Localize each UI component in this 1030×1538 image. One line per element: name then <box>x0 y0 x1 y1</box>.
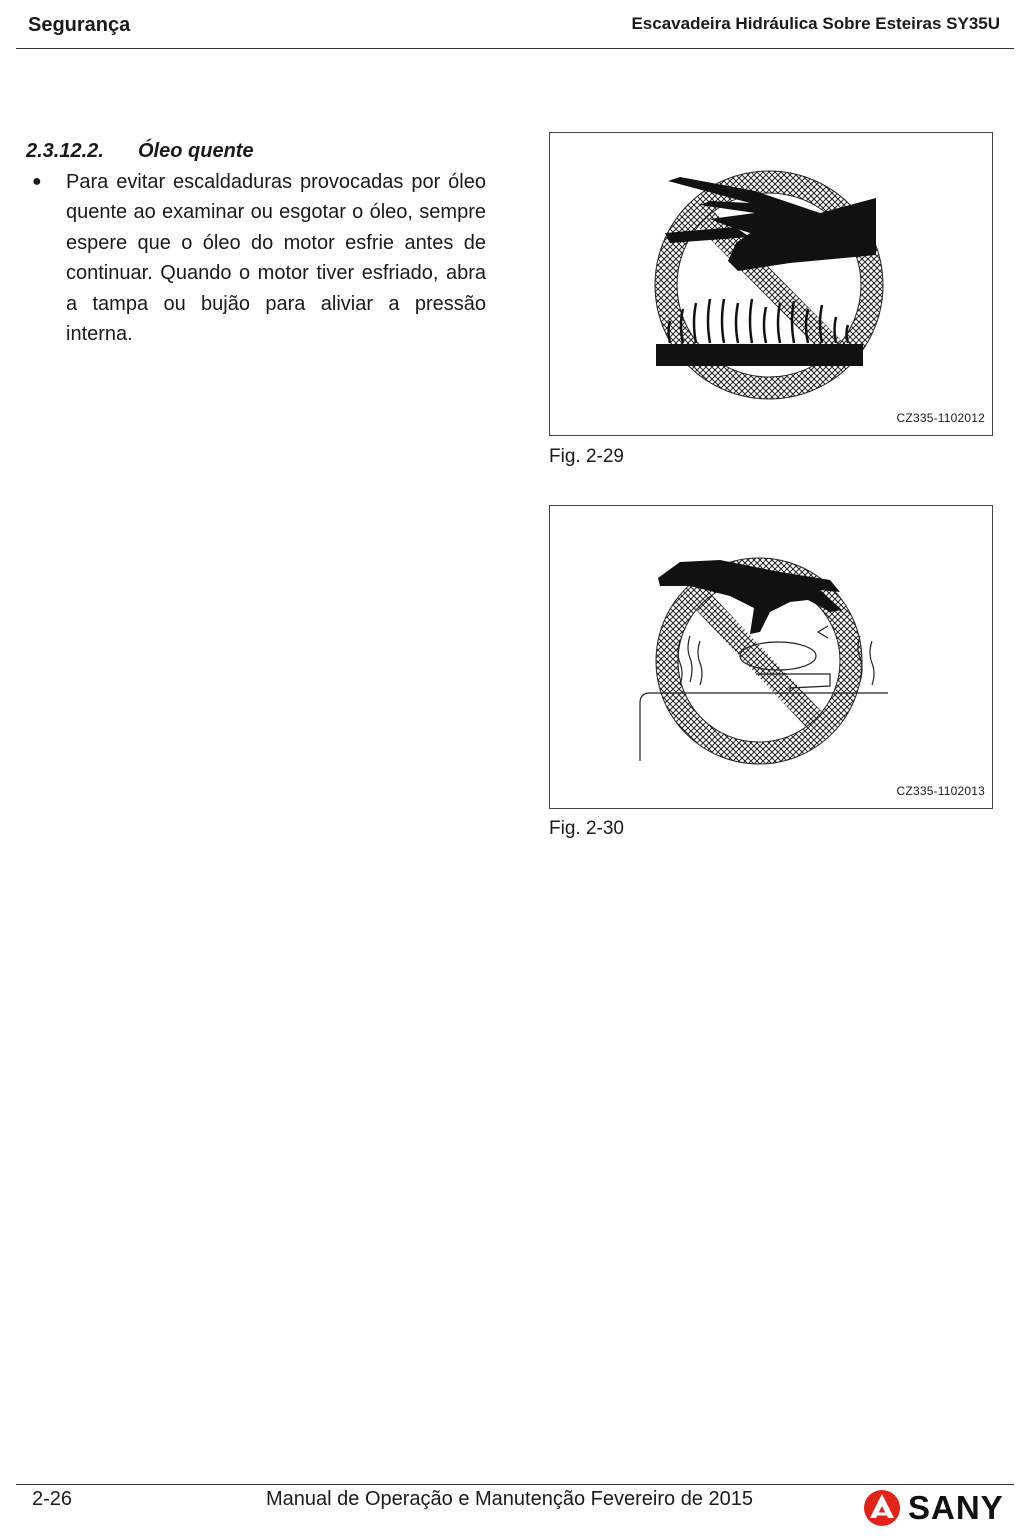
footer-divider <box>16 1484 1014 1485</box>
figure-code: CZ335-1102012 <box>896 411 985 425</box>
figure-caption: Fig. 2-29 <box>549 446 624 467</box>
section-heading <box>26 140 254 163</box>
no-touch-hot-surface-icon <box>550 133 994 437</box>
figure-2-30 <box>549 505 993 809</box>
footer-page-number: 2-26 <box>32 1488 73 1510</box>
bullet-paragraph <box>32 167 486 349</box>
bullet-text: Para evitar escaldaduras provocadas por óleo quente ao examinar ou esgotar o óleo, sempre espere que o óleo do motor esfrie antes de continuar. Quando o motor tiver esfriado, abra a tampa ou bujão para aliviar a pressão interna. <box>66 171 486 346</box>
figure-code: CZ335-1102013 <box>896 784 985 798</box>
header-section: Segurança <box>28 14 131 36</box>
section-number: 2.3.12.2. <box>26 140 104 162</box>
header-manual-title: Escavadeira Hidráulica Sobre Esteiras SY35U <box>631 14 1000 33</box>
bullet-dot-icon: ● <box>32 173 42 190</box>
footer-title: Manual de Operação e Manutenção Fevereiro de 2015 <box>266 1488 753 1510</box>
sany-logo <box>862 1486 1012 1530</box>
no-open-hot-cap-icon <box>550 506 994 810</box>
page-header <box>16 0 1014 49</box>
sany-logo-icon <box>862 1486 906 1530</box>
logo-text: SANY <box>908 1489 1004 1526</box>
section-title: Óleo quente <box>138 140 254 162</box>
figure-2-29 <box>549 132 993 436</box>
figure-caption: Fig. 2-30 <box>549 818 624 839</box>
